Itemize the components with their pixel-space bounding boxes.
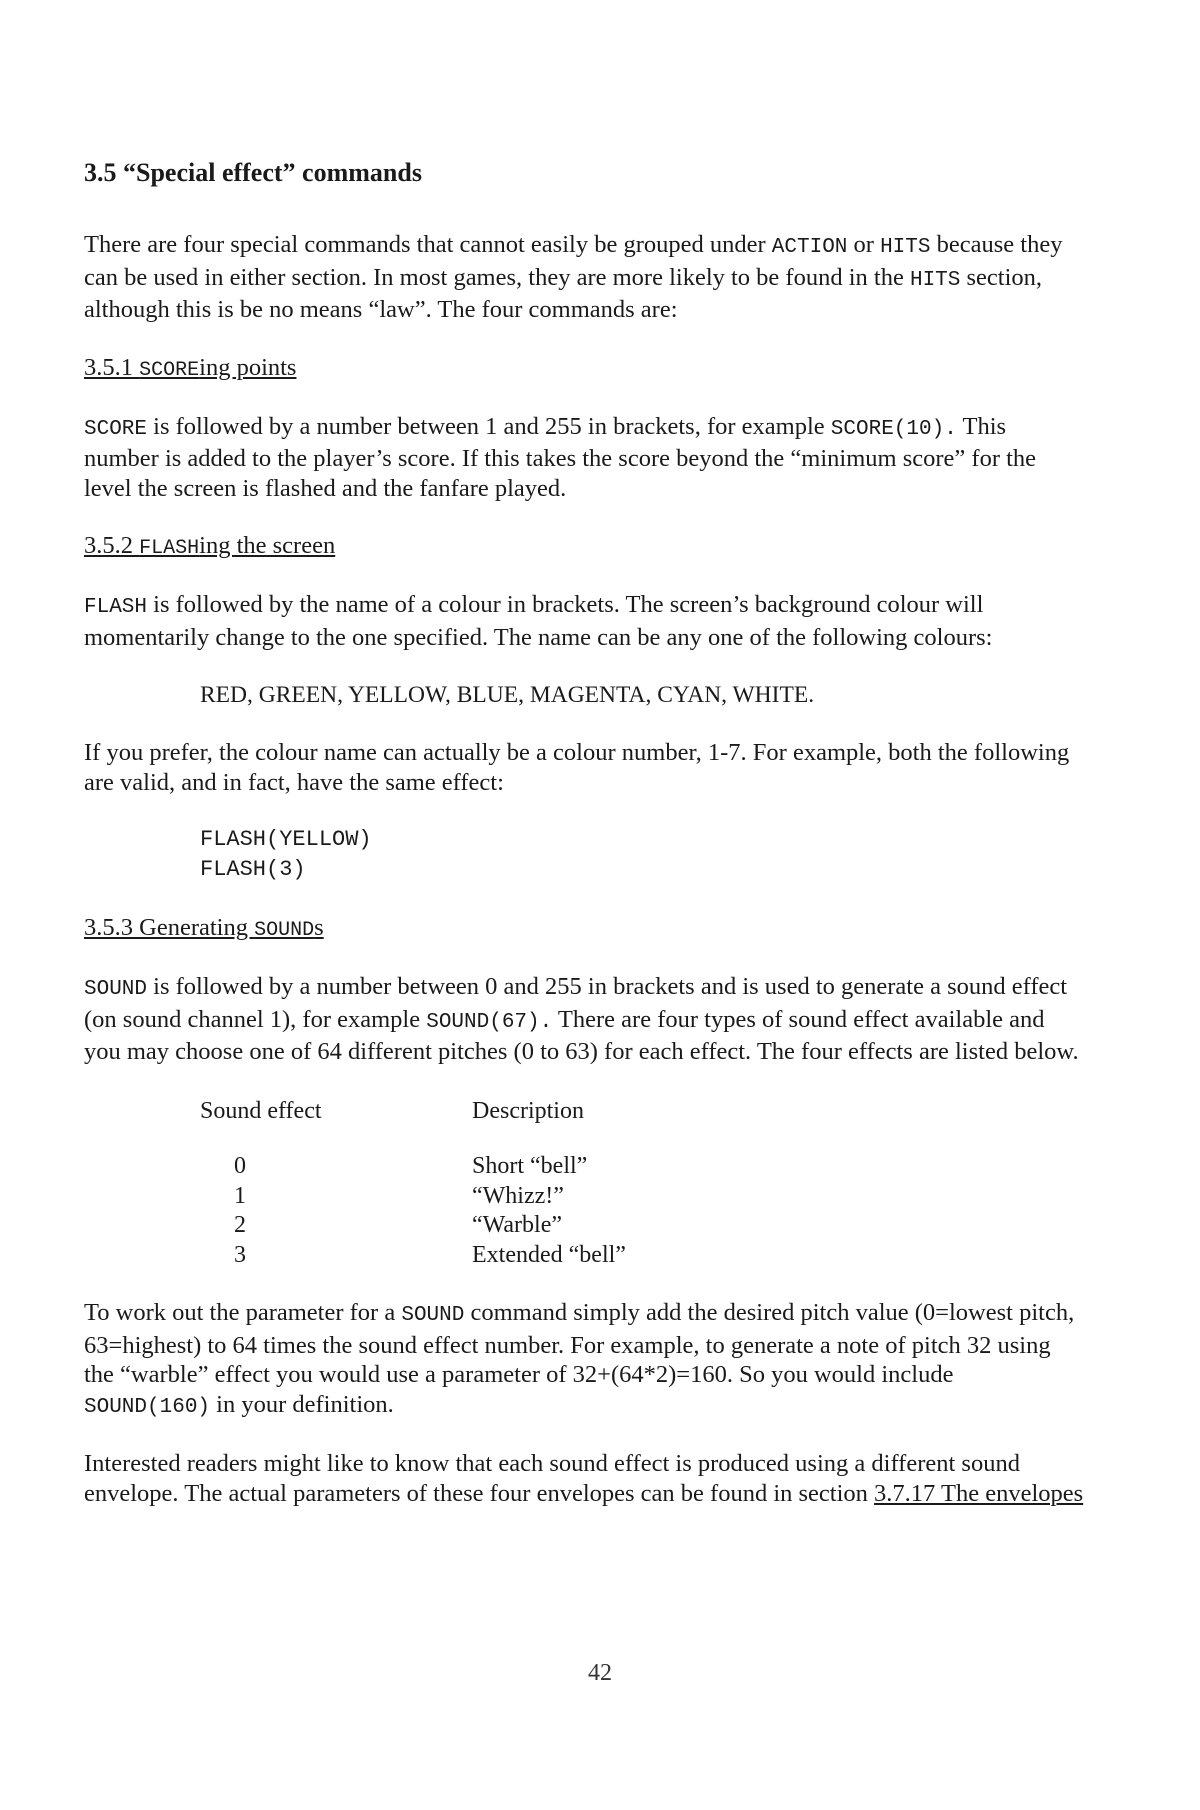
code-action: ACTION xyxy=(771,236,848,259)
table-row: 1 “Whizz!” xyxy=(234,1182,564,1209)
code-score-example: SCORE(10). xyxy=(830,417,957,441)
code-line: FLASH(YELLOW) xyxy=(200,827,372,852)
page-number: 42 xyxy=(588,1660,612,1686)
code-hits: HITS xyxy=(909,268,961,292)
code-sound-example: SOUND(67). xyxy=(426,1010,553,1034)
subsection-heading-score: 3.5.1 SCOREing points xyxy=(84,353,297,382)
flash-paragraph: FLASH is followed by the name of a colour in brackets. The screen’s background colour will momentarily change to the one specified. The name can be any one of the following colours: xyxy=(84,591,993,651)
code-sound: SOUND xyxy=(84,978,148,1001)
code-flash: FLASH xyxy=(84,596,148,619)
colour-list: RED, GREEN, YELLOW, BLUE, MAGENTA, CYAN, WHITE. xyxy=(200,682,815,708)
table-row: 3 Extended “bell” xyxy=(234,1241,626,1268)
header-sound-effect: Sound effect xyxy=(200,1097,322,1124)
envelope-paragraph: Interested readers might like to know that each sound effect is produced using a different sound envelope. The actual parameters of these four envelopes can be found in section 3.7.17 The envelopes xyxy=(84,1450,1084,1507)
intro-paragraph: There are four special commands that cannot easily be grouped under ACTION or HITS because they can be used in either section. In most games, they are more likely to be found in the HITS section, although this is be no means “law”. The four commands are: xyxy=(84,231,1063,323)
sound-parameter-paragraph: To work out the parameter for a SOUND command simply add the desired pitch value (0=lowest pitch, 63=highest) to 64 times the sound effect number. For example, to generate a note of pitch 32 using the “warble” effect you would use a parameter of 32+(64*2)=160. So you would include SOUND(160) in your definition. xyxy=(84,1299,1075,1419)
table-header xyxy=(200,1097,1084,1127)
section-title: 3.5 “Special effect” commands xyxy=(84,158,422,187)
flash-number-paragraph: If you prefer, the colour name can actually be a colour number, 1-7. For example, both the following are valid, and in fact, have the same effect: xyxy=(84,739,1070,796)
code-hits: HITS xyxy=(880,236,931,259)
envelopes-link[interactable]: 3.7.17 The envelopes xyxy=(874,1479,1084,1507)
code-score: SCORE xyxy=(84,417,148,441)
sound-paragraph: SOUND is followed by a number between 0 and 255 in brackets and is used to generate a sound effect (on sound channel 1), for example SOUND(67). There are four types of sound effect available and you may choose one of 64 different pitches (0 to 63) for each effect. The four effects are listed below. xyxy=(84,973,1079,1065)
header-description: Description xyxy=(472,1097,584,1124)
table-row: 0 Short “bell” xyxy=(234,1153,588,1179)
code-block xyxy=(200,825,1084,885)
sound-effects-table xyxy=(200,1097,1084,1271)
subsection-heading-sound: 3.5.3 Generating SOUNDs xyxy=(84,914,324,942)
score-paragraph: SCORE is followed by a number between 1 and 255 in brackets, for example SCORE(10). This number is added to the player’s score. If this takes the score beyond the “minimum score” for the level the screen is flashed and the fanfare played. xyxy=(84,412,1037,502)
table-row: 2 “Warble” xyxy=(234,1212,562,1238)
subsection-heading-flash: 3.5.2 FLASHing the screen xyxy=(84,532,336,560)
page-content xyxy=(84,156,1084,1508)
code-line: FLASH(3) xyxy=(200,857,306,882)
